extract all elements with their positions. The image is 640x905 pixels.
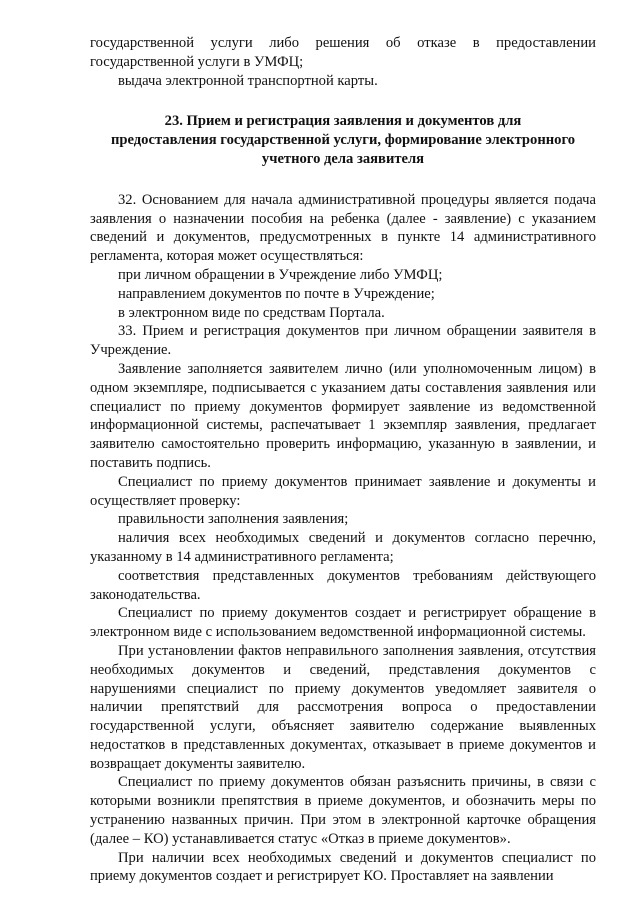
paragraph-33: 33. Прием и регистрация документов при личном обращении заявителя в Учреждение. [90, 323, 596, 359]
list-item-compliance: соответствия представленных документов требованиям действующего законодательства. [90, 567, 596, 603]
section-heading-line-3: учетного дела заявителя [261, 150, 425, 167]
intro-paragraph-2: выдача электронной транспортной карты. [118, 72, 378, 89]
list-item-mail: направлением документов по почте в Учреждение; [118, 285, 435, 302]
list-item-completeness: наличия всех необходимых сведений и документов согласно перечню, указанному в 14 административного регламента; [90, 530, 596, 565]
paragraph-refusal-status: Специалист по приему документов обязан разъяснить причины, в связи с которыми возникли препятствия в приеме документов, и обозначить меры по устранению названных причин. При этом в электронной карточке обращения (далее – КО) устанавливается статус «Отказ в приеме документов». [90, 774, 596, 847]
list-item-portal: в электронном виде по средствам Портала. [118, 304, 385, 321]
paragraph-ko-creation: При наличии всех необходимых сведений и документов специалист по приему документов создает и регистрирует КО. Проставляет на заявлении [90, 849, 596, 885]
paragraph-application-filling: Заявление заполняется заявителем лично (или уполномоченным лицом) в одном экземпляре, подписывается с указанием даты составления заявления или специалист по приему документов формирует заявление из ведомственной информационной системы, распечатывает 1 экземпляр заявления, предлагает заявителю самостоятельно проверить информацию, указанную в заявлении, и поставить подпись. [90, 360, 596, 471]
section-heading [90, 112, 596, 168]
section-heading-line-1: 23. Прием и регистрация заявления и документов для [164, 113, 522, 130]
document-page [90, 34, 596, 886]
paragraph-violations: При установлении фактов неправильного заполнения заявления, отсутствия необходимых документов и сведений, представления документов с нарушениями специалист по приему документов уведомляет заявителя о наличии препятствий для рассмотрения вопроса о предоставлении государственной услуги, объясняет заявителю содержание выявленных недостатков в представленных документах, отказывает в приеме документов и возвращает документы заявителю. [90, 642, 596, 772]
list-item-correctness: правильности заполнения заявления; [118, 511, 349, 528]
paragraph-registration: Специалист по приему документов создает и регистрирует обращение в электронном виде с использованием ведомственной информационной системы. [90, 605, 596, 641]
section-heading-line-2: предоставления государственной услуги, формирование электронного [110, 132, 576, 149]
paragraph-specialist-check: Специалист по приему документов принимает заявление и документы и осуществляет проверку: [90, 473, 596, 509]
paragraph-32: 32. Основанием для начала административной процедуры является подача заявления о назначении пособия на ребенка (далее - заявление) с указанием сведений и документов, предусмотренных в пункте 14 административного регламента, которая может осуществляться: [90, 191, 596, 265]
intro-paragraph-1: государственной услуги либо решения об отказе в предоставлении государственной услуги в УМФЦ; [90, 35, 596, 70]
list-item-personal: при личном обращении в Учреждение либо УМФЦ; [118, 266, 443, 283]
